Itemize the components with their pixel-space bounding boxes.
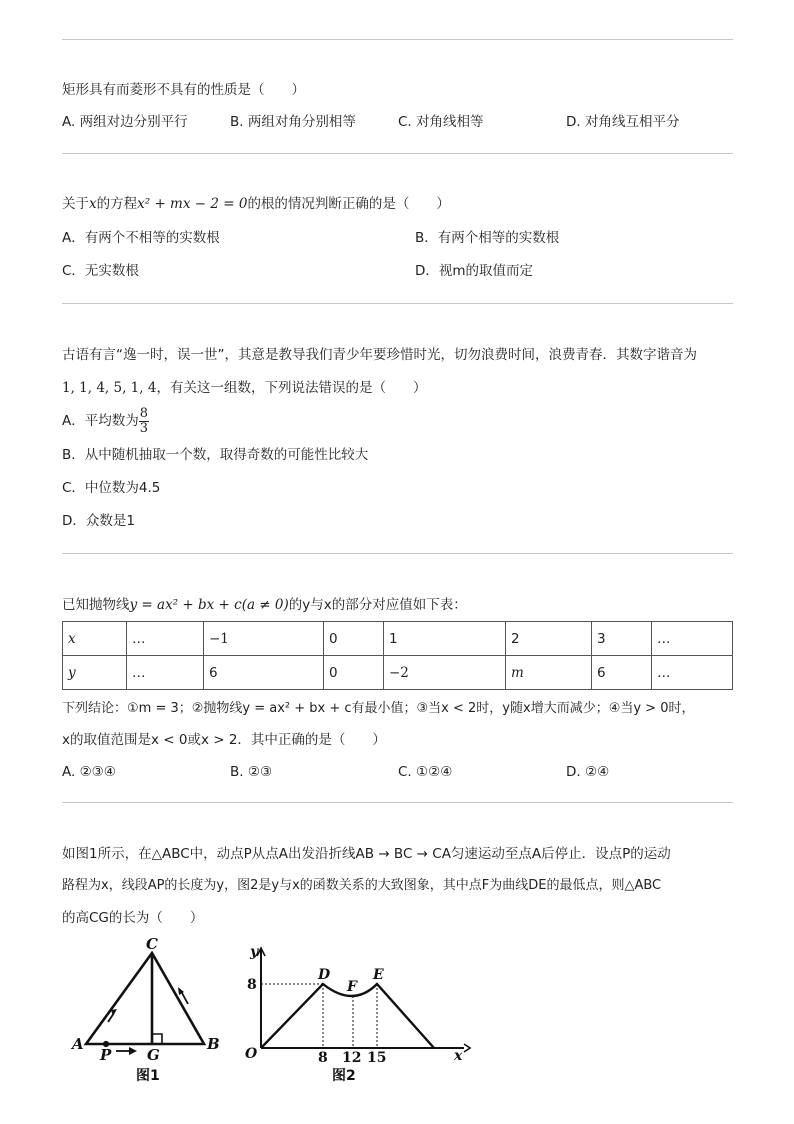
origin-label: O <box>245 1046 258 1062</box>
q4-conclusions-line-2: x的取值范围是x < 0或x > 2．其中正确的是（ ） <box>62 732 386 748</box>
table-cell: m <box>506 656 592 690</box>
fraction <box>139 407 149 436</box>
table-cell: … <box>127 622 204 656</box>
q3-option-c[interactable]: C．中位数为4.5 <box>62 480 161 496</box>
x-axis-arrow-icon <box>464 1044 470 1052</box>
label-p: P <box>100 1046 112 1064</box>
q4-stem-pre: 已知抛物线 <box>62 597 130 613</box>
question-5-line-1: 如图1所示，在△ABC中，动点P从点A出发沿折线AB → BC → CA匀速运动至点A后停止．设点P的运动 <box>62 846 671 862</box>
y-axis-label: y <box>250 944 259 960</box>
q4-stem-post: 的y与x的部分对应值如下表： <box>288 597 467 613</box>
q2-option-b[interactable]: B．有两个相等的实数根 <box>415 230 560 246</box>
divider <box>62 39 733 40</box>
q3-option-a[interactable] <box>62 404 149 438</box>
tick-label-x8: 8 <box>318 1050 328 1066</box>
table-cell: 1 <box>384 622 506 656</box>
question-5-line-3: 的高CG的长为（ ） <box>62 910 204 926</box>
question-4-stem <box>62 596 467 614</box>
table-row <box>63 656 733 690</box>
q3-option-b[interactable]: B．从中随机抽取一个数，取得奇数的可能性比较大 <box>62 447 369 463</box>
table-cell: −2 <box>384 656 506 690</box>
figure-2-graph <box>236 930 476 1090</box>
table-cell: y <box>63 656 127 690</box>
table-cell: 6 <box>204 656 324 690</box>
table-row <box>63 622 733 656</box>
label-g: G <box>147 1046 160 1064</box>
q1-option-d[interactable]: D. 对角线互相平分 <box>566 114 680 130</box>
q2-equation: x² + mx − 2 = 0 <box>137 196 248 212</box>
fraction-numerator: 8 <box>139 405 149 421</box>
question-2-stem <box>62 195 450 213</box>
figure-2-caption: 图2 <box>332 1068 356 1084</box>
triangle-abc <box>86 953 204 1044</box>
q2-option-c[interactable]: C．无实数根 <box>62 263 139 279</box>
q4-option-d[interactable]: D. ②④ <box>566 764 610 780</box>
arrow-bc <box>182 993 188 1004</box>
q4-equation: y = ax² + bx + c(a ≠ 0) <box>129 597 289 613</box>
q4-option-c[interactable]: C. ①②④ <box>398 764 453 780</box>
label-e: E <box>373 967 384 983</box>
right-angle-mark <box>152 1034 162 1044</box>
q2-stem-pre: 关于 <box>62 196 89 212</box>
figure-1-triangle <box>60 930 230 1090</box>
table-cell: 0 <box>324 656 384 690</box>
divider <box>62 303 733 304</box>
q3-number-sequence: 1, 1, 4, 5, 1, 4 <box>62 380 157 396</box>
q2-option-a[interactable]: A．有两个不相等的实数根 <box>62 230 220 246</box>
q1-option-b[interactable]: B. 两组对角分别相等 <box>230 114 356 130</box>
label-f: F <box>347 979 357 995</box>
table-cell: … <box>652 622 733 656</box>
q3-line-2-text: ，有关这一组数，下列说法错误的是（ ） <box>156 380 427 396</box>
q4-option-b[interactable]: B. ②③ <box>230 764 273 780</box>
divider <box>62 802 733 803</box>
figure-1-caption: 图1 <box>136 1068 160 1084</box>
q4-option-a[interactable]: A. ②③④ <box>62 764 116 780</box>
table-cell: 0 <box>324 622 384 656</box>
q1-option-a[interactable]: A. 两组对边分别平行 <box>62 114 188 130</box>
q2-option-d[interactable]: D．视m的取值而定 <box>415 263 534 279</box>
tick-label-x12: 12 <box>342 1050 362 1066</box>
label-a: A <box>72 1035 84 1053</box>
q2-stem-mid: 的方程 <box>96 196 138 212</box>
fraction-denominator: 3 <box>139 420 149 436</box>
label-c: C <box>146 935 158 953</box>
question-5-line-2: 路程为x，线段AP的长度为y，图2是y与x的函数关系的大致图象，其中点F为曲线DE的最低点，则△ABC <box>62 878 662 893</box>
q3-option-d[interactable]: D．众数是1 <box>62 513 135 529</box>
table-cell: x <box>63 622 127 656</box>
table-cell: 3 <box>592 622 652 656</box>
q3-option-a-label: A．平均数为 <box>62 413 139 429</box>
table-cell: 2 <box>506 622 592 656</box>
question-3-line-2 <box>62 379 426 397</box>
question-3-line-1: 古语有言“逸一时，误一世”，其意是教导我们青少年要珍惜时光，切勿浪费时间，浪费青春．其数字谐音为 <box>62 347 697 363</box>
label-b: B <box>207 1035 220 1053</box>
divider <box>62 553 733 554</box>
x-axis-label: x <box>454 1048 463 1064</box>
q1-option-c[interactable]: C. 对角线相等 <box>398 114 484 130</box>
value-table <box>62 621 733 690</box>
table-cell: … <box>127 656 204 690</box>
divider <box>62 153 733 154</box>
table-cell: … <box>652 656 733 690</box>
q4-conclusions-line-1: 下列结论：①m = 3；②抛物线y = ax² + bx + c有最小值；③当x < 2时，y随x增大而减少；④当y > 0时， <box>62 701 695 716</box>
q2-stem-post: 的根的情况判断正确的是（ ） <box>247 196 450 212</box>
arrow-head-icon <box>129 1047 137 1055</box>
tick-label-8: 8 <box>247 977 257 993</box>
q2-stem-x: x <box>89 196 97 212</box>
label-d: D <box>318 967 331 983</box>
tick-label-x15: 15 <box>367 1050 387 1066</box>
table-cell: −1 <box>204 622 324 656</box>
question-1-stem: 矩形具有而菱形不具有的性质是（ ） <box>62 82 305 98</box>
table-cell: 6 <box>592 656 652 690</box>
